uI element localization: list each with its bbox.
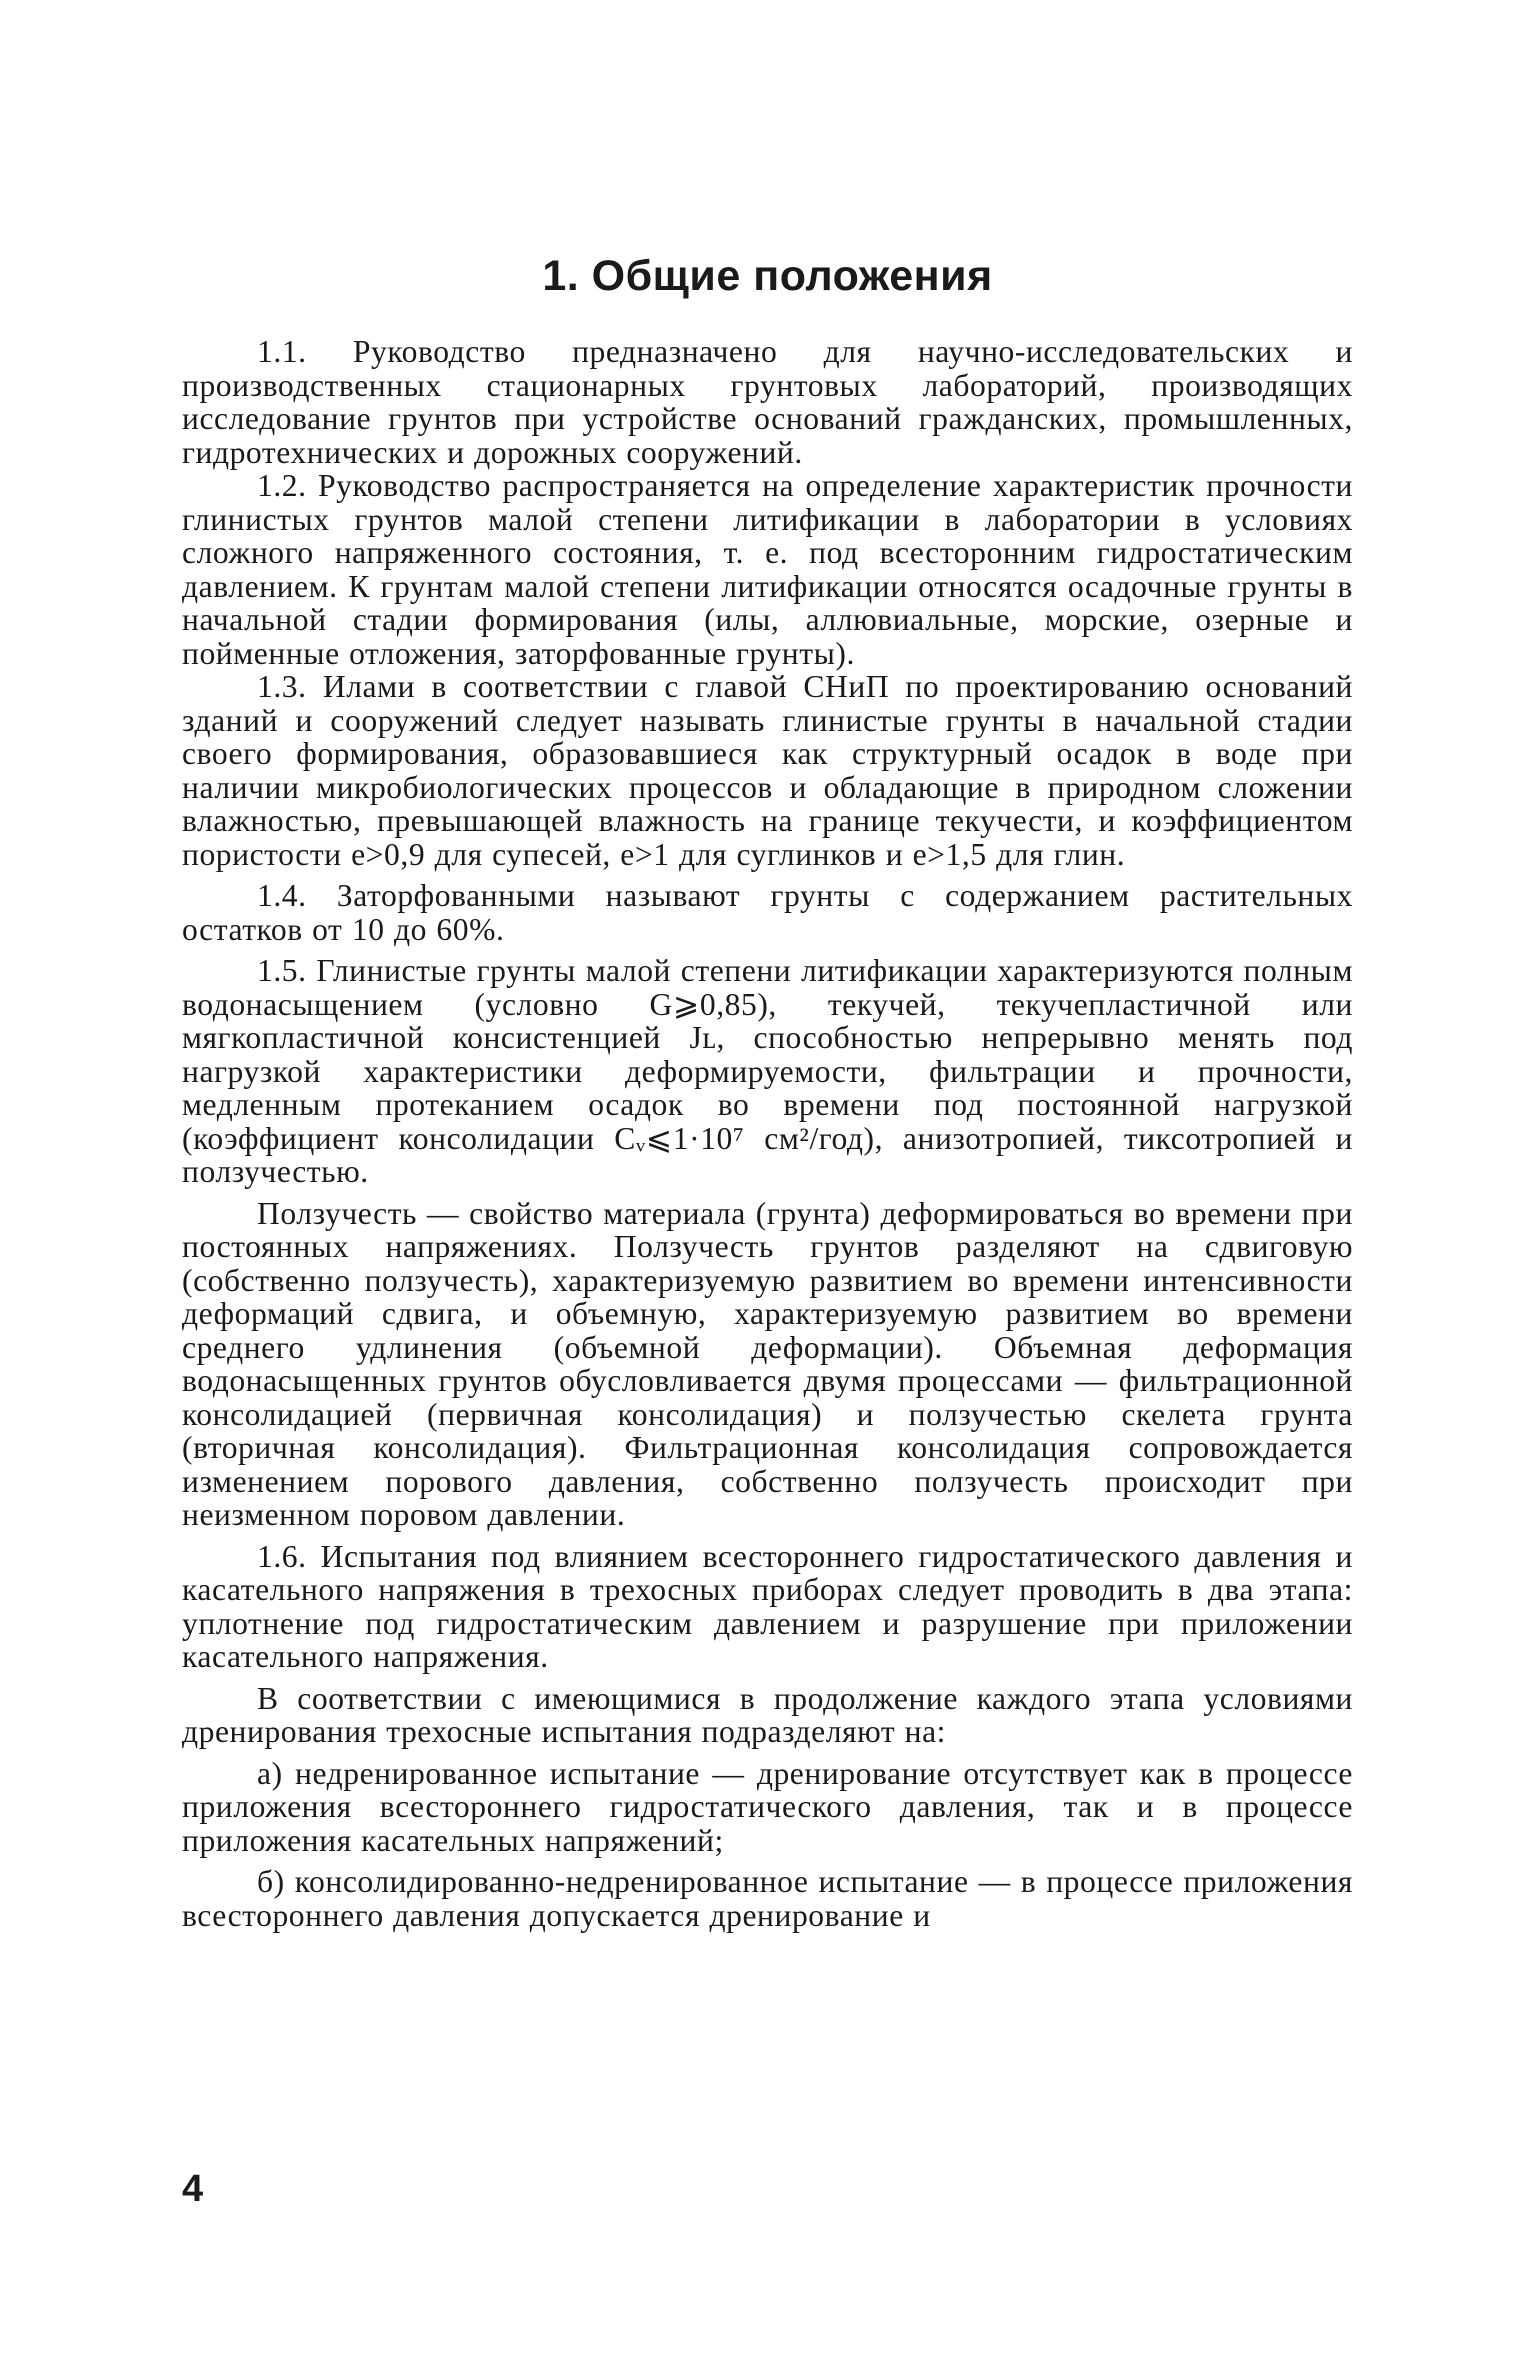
paragraph-text: Илами в соответствии с главой СНиП по проектированию оснований зданий и сооружений следует называть глинистые грунты в начальной стадии своего формирования, образовавшиеся как структурный осадок в воде при наличии микробиологических процессов и обладающие в природном сложении влажностью, превышающей влажность на границе текучести, и коэффициентом пористости e>0,9 для супесей, e>1 для суглинков и e>1,5 для глин.: [182, 669, 1353, 872]
body-text: [182, 335, 1353, 1932]
paragraph-text: Руководство предназначено для научно-исследовательских и производственных стационарных грунтовых лабораторий, производящих исследование грунтов при устройстве оснований гражданских, промышленных, гидротехнических и дорожных сооружений.: [182, 334, 1353, 470]
paragraph-1-3: [182, 670, 1353, 871]
paragraph-1-6: [182, 1540, 1353, 1674]
paragraph-number: 1.6.: [257, 1538, 307, 1574]
list-item-a: [182, 1757, 1353, 1858]
paragraph-1-4: [182, 879, 1353, 946]
paragraph-text: Ползучесть — свойство материала (грунта) деформироваться во времени при постоянных напряжениях. Ползучесть грунтов разделяют на сдвиговую (собственно ползучесть), характеризуемую развитием во времени интенсивности деформаций сдвига, и объемную, характеризуемую развитием во времени среднего удлинения (объемной деформации). Объемная деформация водонасыщенных грунтов обусловливается двумя процессами — фильтрационной консолидацией (первичная консолидация) и ползучестью скелета грунта (вторичная консолидация). Фильтрационная консолидация сопровождается изменением порового давления, собственно ползучесть происходит при неизменном поровом давлении.: [182, 1195, 1353, 1532]
paragraph-text: Испытания под влиянием всестороннего гидростатического давления и касательного напряжения в трехосных приборах следует проводить в два этапа: уплотнение под гидростатическим давлением и разрушение при приложении касательного напряжения.: [182, 1538, 1353, 1674]
paragraph-text: а) недренированное испытание — дренирование отсутствует как в процессе приложения всестороннего гидростатического давления, так и в процессе приложения касательных напряжений;: [182, 1755, 1353, 1858]
paragraph-text: В соответствии с имеющимися в продолжение каждого этапа условиями дренирования трехосные испытания подразделяют на:: [182, 1680, 1353, 1749]
paragraph-number: 1.5.: [257, 953, 307, 988]
paragraph-drainage-intro: [182, 1682, 1353, 1749]
paragraph-number: 1.4.: [257, 878, 307, 913]
paragraph-text: Руководство распространяется на определение характеристик прочности глинистых грунтов малой степени литификации в лаборатории в условиях сложного напряженного состояния, т. е. под всесторонним гидростатическим давлением. К грунтам малой степени литификации относятся осадочные грунты в начальной стадии формирования (илы, аллювиальные, морские, озерные и пойменные отложения, заторфованные грунты).: [182, 468, 1353, 671]
document-page: [182, 0, 1353, 2362]
paragraph-number: 1.1.: [257, 334, 307, 369]
paragraph-text: Глинистые грунты малой степени литификации характеризуются полным водонасыщением (условно G⩾0,85), текучей, текучепластичной или мягкопластичной консистенцией Jʟ, способностью непрерывно менять под нагрузкой характеристики деформируемости, фильтрации и прочности, медленным протеканием осадок во времени под постоянной нагрузкой (коэффициент консолидации Cᵥ⩽1·10⁷ см²/год), анизотропией, тиксотропией и ползучестью.: [182, 953, 1353, 1189]
paragraph-1-1: [182, 335, 1353, 469]
paragraph-creep: [182, 1197, 1353, 1532]
paragraph-1-2: [182, 469, 1353, 670]
section-heading: 1. Общие положения: [542, 252, 993, 300]
paragraph-number: 1.2.: [257, 468, 307, 503]
paragraph-text: б) консолидированно-недренированное испытание — в процессе приложения всестороннего давления допускается дренирование и: [182, 1864, 1353, 1933]
paragraph-text: Заторфованными называют грунты с содержанием растительных остатков от 10 до 60%.: [182, 878, 1354, 947]
list-item-b: [182, 1865, 1353, 1932]
paragraph-1-5: [182, 954, 1353, 1189]
page-number: 4: [182, 2168, 204, 2210]
paragraph-number: 1.3.: [257, 669, 307, 704]
